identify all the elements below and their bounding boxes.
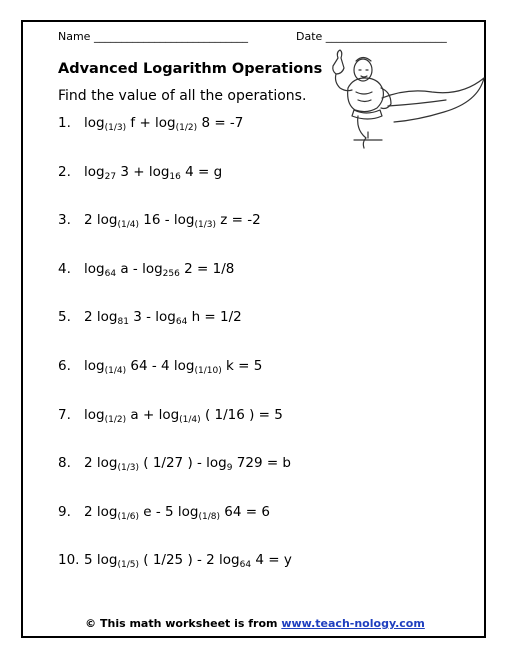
log-base-subscript: 27 [104,171,117,182]
expression-text: log [84,406,105,423]
expression-text: 16 - log [138,212,195,229]
expression-text: a - log [116,260,163,277]
log-base-subscript: (1/2) [175,123,198,133]
problem-number: 3. [58,212,71,229]
date-label: Date [296,30,323,43]
log-base-subscript: (1/2) [104,414,127,425]
log-base-subscript: (1/6) [117,511,139,522]
expression-text: log [84,358,105,374]
expression-text: e - 5 log [138,503,199,520]
expression-text: 2 log [84,309,118,326]
footer-link[interactable]: www.teach-nology.com [281,617,425,630]
date-blank: ______________________ [325,30,447,43]
name-blank: ____________________________ [93,30,248,43]
problem-number: 2. [58,163,71,180]
problem-8 [58,455,292,474]
name-label: Name [58,30,91,43]
problem-number: 10. [58,552,80,569]
name-field [58,30,248,43]
expression-text: log [84,115,105,131]
problem-7 [58,407,283,423]
expression-text: 3 - log [128,309,176,326]
log-base-subscript: (1/8) [198,511,221,522]
expression-text: 729 = b [232,455,292,472]
log-base-subscript: (1/4) [117,220,139,231]
problem-6 [58,358,262,374]
expression-text: 2 log [84,212,118,229]
expression-text: ( 1/25 ) - 2 log [138,552,240,569]
problem-10 [58,552,292,571]
problem-4 [58,261,234,277]
log-base-subscript: (1/5) [117,560,139,571]
expression-text: k = 5 [221,358,263,374]
problem-number: 6. [58,358,71,374]
expression-text: ( 1/16 ) = 5 [200,406,283,423]
instructions: Find the value of all the operations. [58,88,307,104]
problem-number: 1. [58,115,71,131]
date-field [296,30,447,43]
expression-text: 64 = 6 [220,503,270,520]
problem-9 [58,504,270,520]
expression-text: h = 1/2 [187,309,242,326]
log-base-subscript: (1/4) [104,366,127,376]
log-base-subscript: (1/3) [194,220,217,231]
log-base-subscript: 64 [175,317,188,328]
expression-text: ( 1/27 ) - log [138,455,227,472]
problem-number: 4. [58,260,71,277]
expression-text: log [84,260,105,277]
footer-text: © This math worksheet is from [85,617,282,630]
log-base-subscript: 16 [169,171,181,182]
expression-text: 64 - 4 log [126,358,195,374]
expression-text: 3 + log [116,163,170,180]
log-base-subscript: 256 [162,268,180,279]
expression-text: 8 = -7 [197,115,244,131]
log-base-subscript: (1/3) [104,123,127,133]
log-base-subscript: 64 [239,560,252,571]
expression-text: z = -2 [216,212,261,229]
log-base-subscript: 9 [226,463,233,474]
problem-number: 8. [58,455,71,472]
log-base-subscript: (1/4) [179,414,201,425]
problem-number: 9. [58,503,71,520]
expression-text: 4 = g [180,163,223,180]
problem-1 [58,115,243,131]
genie-cartoon-icon [318,48,486,150]
expression-text: 2 = 1/8 [179,260,235,277]
log-base-subscript: 64 [104,268,117,279]
log-base-subscript: (1/10) [194,366,222,376]
footer-credit [0,617,510,630]
expression-text: f + log [126,115,176,131]
problem-5 [58,309,242,328]
worksheet-title: Advanced Logarithm Operations [58,61,323,77]
problem-3 [58,212,261,231]
problem-number: 7. [58,406,71,423]
expression-text: 4 = y [251,552,292,569]
expression-text: 5 log [84,552,118,569]
expression-text: 2 log [84,455,118,472]
log-base-subscript: (1/3) [117,463,139,474]
expression-text: 2 log [84,503,118,520]
expression-text: a + log [126,406,180,423]
log-base-subscript: 81 [117,317,129,328]
expression-text: log [84,163,105,180]
problem-2 [58,164,222,180]
problem-number: 5. [58,309,71,326]
